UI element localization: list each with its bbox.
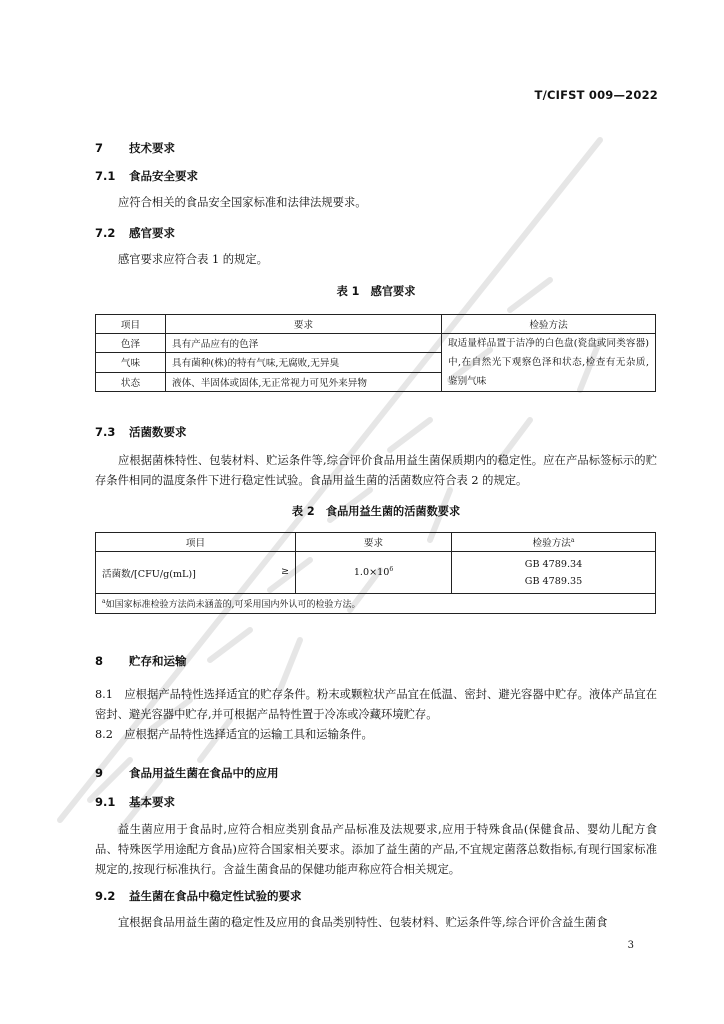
table-cell-methods: [452, 552, 656, 594]
standard-code: T/CIFST 009—2022: [534, 88, 658, 102]
section-7-heading: [95, 140, 175, 156]
table-2-caption: 表 2 食品用益生菌的活菌数要求: [291, 505, 461, 518]
table-cell-method: 取适量样品置于洁净的白色盘(瓷盘或同类容器)中,在自然光下观察色泽和状态,检查有无杂质,鉴别气味: [442, 334, 656, 392]
table-cell: 气味: [96, 353, 166, 372]
table-cell-item: [96, 552, 296, 594]
table-header-row: [96, 315, 656, 334]
section-title: 食品安全要求: [129, 169, 198, 183]
section-title: 感官要求: [129, 226, 175, 240]
section-title: 基本要求: [129, 795, 175, 809]
paragraph-8-1: 8.1 应根据产品特性选择适宜的贮存条件。粉末或颗粒状产品宜在低温、密封、避光容器中贮存。液体产品宜在密封、避光容器中贮存,并可根据产品特性置于冷冻或冷藏环境贮存。: [95, 688, 657, 721]
table-row: [96, 334, 656, 353]
section-number: 8: [95, 654, 104, 668]
table-cell: 具有菌种(株)的特有气味,无腐败,无异臭: [166, 353, 442, 372]
column-header: 项目: [96, 315, 166, 334]
section-9-1-heading: [95, 794, 175, 810]
method-line: GB 4789.34: [524, 558, 583, 570]
section-7-1-heading: [95, 168, 198, 184]
column-header: 检验方法: [442, 315, 656, 334]
table-2-viable-count: [95, 532, 656, 614]
section-title: 贮存和运输: [129, 654, 187, 668]
page-number: 3: [627, 940, 634, 951]
section-number: 9.2: [95, 889, 116, 903]
section-8-heading: [95, 653, 187, 669]
section-number: 9: [95, 766, 104, 780]
table-1-caption: 表 1 感官要求: [336, 285, 416, 298]
section-9-heading: [95, 765, 279, 781]
table-note-row: [96, 594, 656, 614]
section-7-2-heading: [95, 225, 175, 241]
table-1-sensory: [95, 314, 656, 392]
paragraph-9-1: 益生菌应用于食品时,应符合相应类别食品产品标准及法规要求,应用于特殊食品(保健食品、婴幼儿配方食品、特殊医学用途配方食品)应符合国家相关要求。添加了益生菌的产品,不宜规定菌落总数指标,有现行国家标准规定的,按现行标准执行。含益生菌食品的保健功能声称应符合相关规定。: [95, 823, 657, 876]
paragraph-8-2: 8.2 应根据产品特性选择适宜的运输工具和运输条件。: [95, 728, 373, 741]
table-cell: 状态: [96, 372, 166, 391]
section-title: 活菌数要求: [129, 425, 187, 439]
section-title: 食品用益生菌在食品中的应用: [129, 766, 279, 780]
section-title: 技术要求: [129, 141, 175, 155]
ge-sign: ≥: [280, 565, 289, 577]
section-number: 9.1: [95, 795, 116, 809]
paragraph-7-2: 感官要求应符合表 1 的规定。: [118, 253, 268, 266]
paragraph-9-2: 宜根据食品用益生菌的稳定性及应用的食品类别特性、包装材料、贮运条件等,综合评价含益生菌食: [118, 916, 608, 929]
paragraph-7-1: 应符合相关的食品安全国家标准和法律法规要求。: [118, 196, 367, 209]
method-line: GB 4789.35: [524, 575, 583, 587]
section-title: 益生菌在食品中稳定性试验的要求: [129, 889, 302, 903]
item-label: 活菌数/[CFU/g(mL)]: [102, 568, 196, 580]
section-number: 7.3: [95, 425, 116, 439]
section-number: 7: [95, 141, 104, 155]
table-header-row: [96, 533, 656, 552]
table-cell: 液体、半固体或固体,无正常视力可见外来异物: [166, 372, 442, 391]
column-header: 要求: [166, 315, 442, 334]
section-7-3-heading: [95, 424, 187, 440]
table-cell: 具有产品应有的色泽: [166, 334, 442, 353]
column-header: 项目: [96, 533, 296, 552]
section-9-2-heading: [95, 888, 302, 904]
section-number: 7.1: [95, 169, 116, 183]
table-footnote: $^a$如国家标准检验方法尚未涵盖的,可采用国内外认可的检验方法。: [96, 594, 656, 614]
column-header: 要求: [296, 533, 452, 552]
section-number: 7.2: [95, 226, 116, 240]
paragraph-7-3: 应根据菌株特性、包装材料、贮运条件等,综合评价食品用益生菌保质期内的稳定性。应在产品标签标示的贮存条件相同的温度条件下进行稳定性试验。食品用益生菌的活菌数应符合表 2 的规定。: [95, 454, 657, 487]
table-cell: 色泽: [96, 334, 166, 353]
table-row: [96, 552, 656, 594]
table-cell-requirement: $1.0\times 10^6$: [296, 552, 452, 594]
column-header: 检验方法$^a$: [452, 533, 656, 552]
